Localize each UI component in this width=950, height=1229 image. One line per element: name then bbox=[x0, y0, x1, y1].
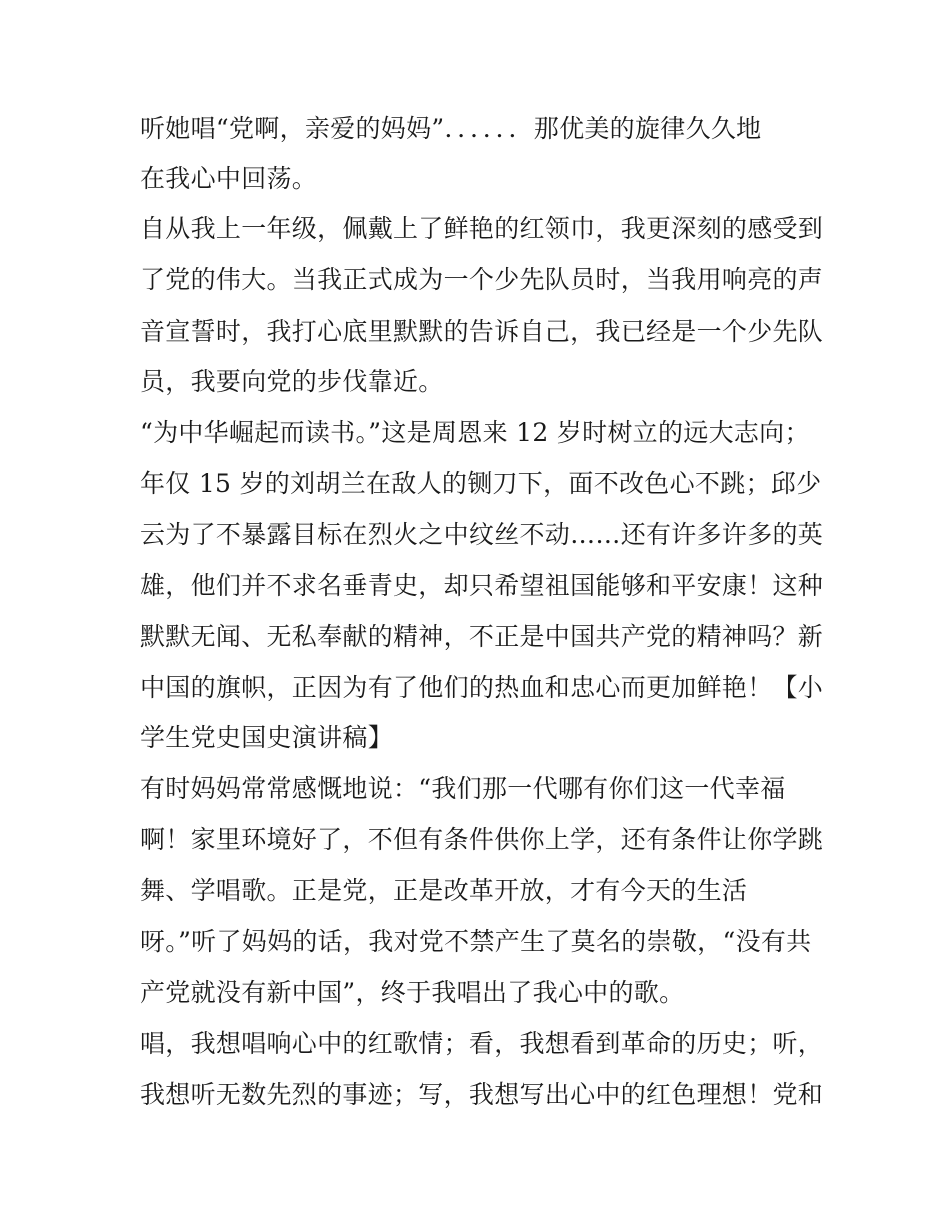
text-line: 了党的伟大。当我正式成为一个少先队员时，当我用响亮的声 bbox=[140, 265, 824, 294]
text-line: 有时妈妈常常感慨地说：“我们那一代哪有你们这一代幸福 bbox=[140, 774, 786, 803]
text-line: 云为了不暴露目标在烈火之中纹丝不动……还有许多许多的英 bbox=[140, 520, 824, 549]
text-line: 唱，我想唱响心中的红歌情；看，我想看到革命的历史；听， bbox=[140, 1029, 824, 1058]
text-line: 舞、学唱歌。正是党，正是改革开放，才有今天的生活 bbox=[140, 876, 748, 905]
text-line: 呀。”听了妈妈的话，我对党不禁产生了莫名的崇敬，“没有共 bbox=[140, 927, 812, 956]
text-line: 雄，他们并不求名垂青史，却只希望祖国能够和平安康！这种 bbox=[140, 571, 824, 600]
text-line: 啊！家里环境好了，不但有条件供你上学，还有条件让你学跳 bbox=[140, 825, 824, 854]
text-line: 听她唱“党啊，亲爱的妈妈”．．．．．．那优美的旋律久久地 bbox=[140, 114, 762, 143]
text-line: 音宣誓时，我打心底里默默的告诉自己，我已经是一个少先队 bbox=[140, 317, 824, 346]
text-line: 我想听无数先烈的事迹；写，我想写出心中的红色理想！党和 bbox=[140, 1080, 824, 1109]
text-line: 自从我上一年级，佩戴上了鲜艳的红领巾，我更深刻的感受到 bbox=[140, 214, 824, 243]
text-line: 员，我要向党的步伐靠近。 bbox=[140, 367, 444, 396]
text-line: 学生党史国史演讲稿】 bbox=[140, 723, 394, 752]
text-line: 年仅 15 岁的刘胡兰在敌人的铡刀下，面不改色心不跳；邱少 bbox=[140, 469, 822, 498]
text-line: 在我心中回荡。 bbox=[140, 164, 318, 193]
text-line: 产党就没有新中国”，终于我唱出了我心中的歌。 bbox=[140, 978, 685, 1007]
text-line: 默默无闻、无私奉献的精神，不正是中国共产党的精神吗？新 bbox=[140, 622, 824, 651]
text-line: “为中华崛起而读书。”这是周恩来 12 岁时树立的远大志向； bbox=[140, 418, 810, 447]
text-line: 中国的旗帜，正因为有了他们的热血和忠心而更加鲜艳！【小 bbox=[140, 673, 824, 702]
